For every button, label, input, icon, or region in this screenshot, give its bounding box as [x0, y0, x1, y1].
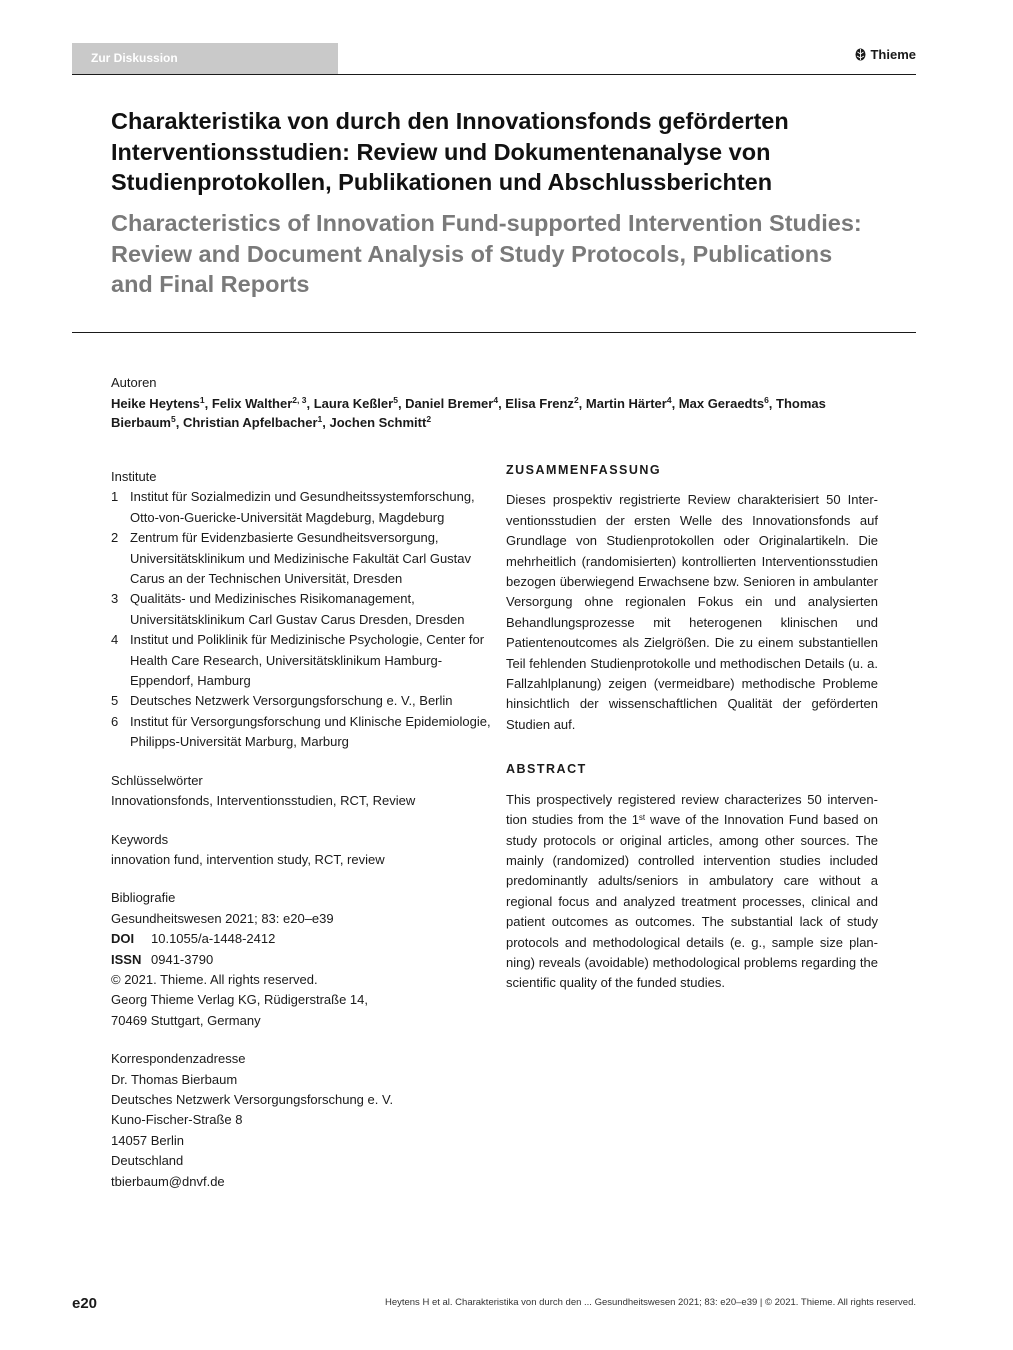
institute-item	[111, 691, 496, 711]
issn-label: ISSN	[111, 951, 142, 967]
abstract-text-part2: wave of the Innovation Fund based on study protocols or original articles, among other sources. The mainly (randomized) controlled intervention studies included predominantly adults/seniors in ambulatory care without a regional focus and analyzed treatment processes, clinical and patient outcomes as outcomes. The substantial lack of study protocols and methodological details (e. g., sample size planning) reveals (avoidable) methodological problems regarding the scientific quality of the funded studies.	[506, 812, 878, 991]
institute-text: Institut für Sozialmedizin und Gesundheitssystemforschung, Otto-von-Guericke-Universität Magdeburg, Magdeburg	[130, 489, 475, 525]
doi-value[interactable]: 10.1055/a-1448-2412	[151, 931, 276, 947]
correspondence-label: Korrespondenzadresse	[111, 1051, 246, 1067]
author-affiliation: 1	[317, 414, 323, 424]
institute-item	[111, 712, 496, 753]
author-name: Elisa Frenz	[505, 396, 574, 411]
zusammenfassung-text: Dieses prospektiv registrierte Review charakterisiert 50 Interventionsstudien der ersten Welle des Innovationsfonds auf Grundlage von Studienprotokollen oder Originalartikeln. Die mehrheitlich (randomisierten) kontrollierten Interventionsstudien bezogen überwiegend Erwachsene bzw. Senioren in ambulanter Versorgung ohne regionalen Fokus ein und analysierten Behandlungsprozesse mit heterogenen klinischen und Patientenoutcomes als Zielgrößen. Die zu einem substantiellen Teil fehlenden Studienprotokolle und methodischen Details (u. a. Fallzahlplanung) zeigen (vermeidbare) methodische Probleme hinsichtlich der wissenschaftlichen Qualität der geförderten Studien auf.	[506, 492, 878, 732]
author-name: Heike Heytens	[111, 396, 200, 411]
keywords-en-label: Keywords	[111, 831, 169, 847]
keywords-en-text: innovation fund, intervention study, RCT, review	[111, 851, 385, 867]
institute-text: Institut für Versorgungsforschung und Klinische Epidemiologie, Philipps-Universität Marburg, Marburg	[130, 713, 491, 750]
page-number: e20	[72, 1295, 98, 1312]
author-name: Martin Härter	[585, 396, 667, 411]
institute-item	[111, 630, 496, 691]
author-affiliation: 6	[764, 395, 769, 405]
author-affiliation: 2	[426, 414, 432, 424]
abstract-text-part1: This prospectively registered review characterizes 50 intervention studies from the 1	[506, 791, 878, 828]
institute-item	[111, 528, 496, 589]
abstract-heading: ABSTRACT	[506, 762, 587, 777]
author-affiliation: 4	[493, 395, 499, 405]
institute-number: 6	[111, 713, 119, 729]
section-tag: Zur Diskussion	[72, 43, 338, 74]
author-name: Jochen Schmitt	[329, 415, 427, 430]
author-entry	[111, 396, 205, 411]
author-name: Max Geraedts	[678, 396, 765, 411]
correspondence-line: Kuno-Fischer-Straße 8	[111, 1112, 243, 1128]
issn-value: 0941-3790	[151, 951, 214, 967]
author-affiliation: 5	[170, 414, 176, 424]
zusammenfassung-heading: ZUSAMMENFASSUNG	[506, 463, 662, 477]
issn-line	[111, 950, 496, 970]
thieme-leaf-icon	[855, 48, 866, 61]
author-affiliation: 2, 3	[292, 395, 307, 405]
correspondence-line: Deutsches Netzwerk Versorgungsforschung e. V.	[111, 1091, 394, 1107]
author-affiliation: 2	[573, 395, 579, 405]
abstract-superscript: st	[638, 813, 646, 823]
keywords-de-text: Innovationsfonds, Interventionsstudien, RCT, Review	[111, 793, 416, 809]
institutes-list	[111, 487, 496, 752]
keywords-de-label: Schlüsselwörter	[111, 772, 203, 788]
bibliography-label: Bibliografie	[111, 890, 176, 906]
publisher-address-line2: 70469 Stuttgart, Germany	[111, 1012, 261, 1028]
footer-citation: Heytens H et al. Charakteristika von durch den ... Gesundheitswesen 2021; 83: e20–e39 | © 2021. Thieme. All rights reserved.	[384, 1297, 916, 1308]
institute-item	[111, 487, 496, 528]
correspondence-section	[111, 1049, 496, 1192]
author-affiliation: 1	[199, 395, 205, 405]
author-entry	[405, 396, 498, 411]
correspondence-line: Dr. Thomas Bierbaum	[111, 1071, 238, 1087]
doi-label: DOI	[111, 931, 135, 947]
institute-number: 5	[111, 693, 119, 709]
abstract-text	[506, 790, 878, 994]
right-column	[506, 460, 878, 994]
header-rule	[72, 74, 916, 75]
copyright-line: © 2021. Thieme. All rights reserved.	[111, 971, 318, 987]
author-name: Laura Keßler	[313, 396, 394, 411]
author-list: Heike Heytens$^1$, Felix Walther$^{2, 3}$, Laura Keßler$^5$, Daniel Bremer$^4$, Elisa Frenz$^2$, Martin Härter$^4$, Max Geraedts$^6$, Thomas Bierbaum$^5$, Christian Apfelbacher$^1$, Jochen Schmitt$^2$	[111, 395, 826, 430]
author-entry	[183, 415, 322, 430]
author-entry	[586, 396, 672, 411]
authors-label: Autoren	[111, 375, 157, 390]
institute-number: 1	[111, 489, 119, 505]
institutes-section	[111, 467, 496, 753]
author-name: Christian Apfelbacher	[182, 415, 318, 430]
journal-citation: Gesundheitswesen 2021; 83: e20–e39	[111, 910, 334, 926]
institute-number: 3	[111, 591, 119, 607]
institute-number: 2	[111, 530, 119, 546]
author-entry	[314, 396, 398, 411]
keywords-de-section	[111, 771, 496, 812]
correspondence-email[interactable]: tbierbaum@dnvf.de	[111, 1173, 225, 1189]
institute-item	[111, 589, 496, 630]
institute-number: 4	[111, 632, 119, 648]
author-name: Felix Walther	[211, 396, 293, 411]
institute-text: Qualitäts- und Medizinisches Risikomanagement, Universitätsklinikum Carl Gustav Carus Dresden, Dresden	[130, 591, 465, 627]
keywords-en-section	[111, 830, 496, 871]
doi-line	[111, 929, 496, 949]
bibliography-section	[111, 888, 496, 1031]
publisher-logo	[855, 47, 916, 62]
title-english: Characteristics of Innovation Fund-supported Intervention Studies: Review and Document Analysis of Study Protocols, Publications and Final Reports	[111, 210, 862, 297]
author-name: Daniel Bremer	[405, 396, 494, 411]
institutes-label: Institute	[111, 469, 157, 484]
institute-text: Institut und Poliklinik für Medizinische Psychologie, Center for Health Care Research, Universitätsklinikum Hamburg-Eppendorf, Hamburg	[130, 632, 485, 689]
title-german: Charakteristika von durch den Innovationsfonds geförderten Interventionsstudien: Review und Dokumentenanalyse von Studienprotokollen, Publikationen und Abschlussberichten	[111, 108, 789, 195]
institute-text: Deutsches Netzwerk Versorgungsforschung e. V., Berlin	[130, 693, 453, 709]
author-entry	[212, 396, 307, 411]
author-entry	[505, 396, 578, 411]
author-affiliation: 5	[393, 395, 398, 405]
publisher-address-line1: Georg Thieme Verlag KG, Rüdigerstraße 14,	[111, 992, 368, 1008]
correspondence-line: 14057 Berlin	[111, 1132, 184, 1148]
institute-text: Zentrum für Evidenzbasierte Gesundheitsversorgung, Universitätsklinikum und Medizinische Fakultät Carl Gustav Carus an der Technischen Universität, Dresden	[130, 530, 472, 587]
left-column	[111, 467, 496, 1192]
publisher-name: Thieme	[870, 47, 916, 62]
title-rule	[72, 332, 916, 333]
author-affiliation: 4	[666, 395, 672, 405]
author-entry	[330, 415, 432, 430]
author-entry	[679, 396, 769, 411]
correspondence-line: Deutschland	[111, 1153, 184, 1169]
author-name: Thomas Bierbaum	[111, 396, 826, 430]
